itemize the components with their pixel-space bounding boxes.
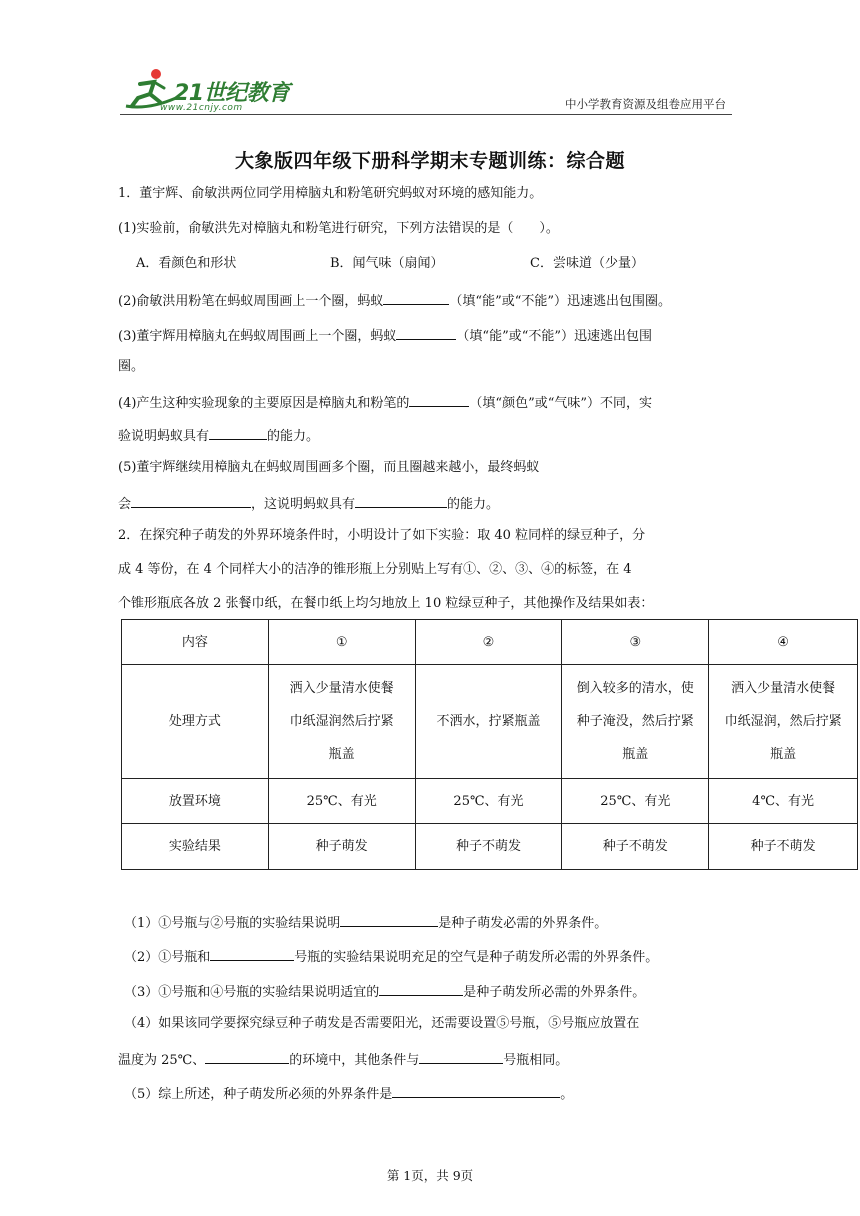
- q1-part3-hint: （填“能”或“不能”）迅速逃出包围: [456, 329, 653, 344]
- q1-part5-text4: 的能力。: [447, 497, 500, 512]
- q2-sub5: [124, 1083, 573, 1104]
- q1-part4: [118, 392, 652, 413]
- table-cell: 25℃、有光: [562, 779, 709, 824]
- q2-sub5-text2: 。: [560, 1087, 574, 1102]
- q2-sub4-text2: 温度为 25℃、: [118, 1053, 206, 1068]
- answer-blank[interactable]: [379, 981, 463, 996]
- cell-line: 瓶盖: [770, 747, 797, 762]
- q2-sub1-text: （1）①号瓶与②号瓶的实验结果说明: [124, 916, 341, 931]
- table-row-label: 实验结果: [122, 824, 269, 870]
- answer-blank[interactable]: [340, 912, 438, 927]
- table-cell: 4℃、有光: [709, 779, 858, 824]
- answer-blank[interactable]: [131, 493, 251, 508]
- cell-line: 洒入少量清水使餐: [731, 681, 836, 696]
- cell-line: 巾纸湿润，然后拧紧: [724, 714, 842, 729]
- answer-blank[interactable]: [355, 493, 447, 508]
- q1-part5-text2: 会: [118, 497, 132, 512]
- table-cell: [562, 665, 709, 779]
- q2-sub3-text: （3）①号瓶和④号瓶的实验结果说明适宜的: [124, 985, 380, 1000]
- answer-blank[interactable]: [209, 425, 267, 440]
- table-cell: 25℃、有光: [268, 779, 415, 824]
- q2-sub5-text: （5）综上所述，种子萌发所必须的外界条件是: [124, 1087, 393, 1102]
- q1-option-b: B．闻气味（扇闻）: [330, 256, 444, 271]
- q1-part5-text3: ，这说明蚂蚁具有: [251, 497, 356, 512]
- cell-line: 洒入少量清水使餐: [289, 681, 394, 696]
- q1-part2-text: (2)俞敏洪用粉笔在蚂蚁周围画上一个圈，蚂蚁: [118, 294, 384, 309]
- table-cell: [709, 665, 858, 779]
- q2-sub4-text3: 的环境中，其他条件与: [289, 1053, 420, 1068]
- table-row: [122, 824, 858, 870]
- table-header-cell: ④: [709, 620, 858, 665]
- table-header-cell: ②: [415, 620, 562, 665]
- q1-part5-cont: [118, 493, 499, 514]
- q2-sub4: （4）如果该同学要探究绿豆种子萌发是否需要阳光，还需要设置⑤号瓶，⑤号瓶应放置在: [124, 1016, 640, 1031]
- table-cell: 种子不萌发: [562, 824, 709, 870]
- q1-part4-text: (4)产生这种实验现象的主要原因是樟脑丸和粉笔的: [118, 396, 410, 411]
- logo: [120, 66, 300, 116]
- q2-sub3-text2: 是种子萌发所必需的外界条件。: [463, 985, 646, 1000]
- q2-sub2: [124, 946, 658, 967]
- q2-stem-line1: 2．在探究种子萌发的外界环境条件时，小明设计了如下实验：取 40 粒同样的绿豆种子，分: [118, 528, 646, 543]
- cell-line: 瓶盖: [328, 747, 355, 762]
- experiment-table: [121, 619, 858, 870]
- cell-line: 不洒水，拧紧瓶盖: [436, 714, 541, 729]
- table-cell: 种子萌发: [268, 824, 415, 870]
- cell-line: 倒入较多的清水，使: [576, 681, 694, 696]
- answer-blank[interactable]: [210, 946, 294, 961]
- q1-part2-hint: （填“能”或“不能”）迅速逃出包围圈。: [449, 294, 672, 309]
- table-row: [122, 665, 858, 779]
- q1-stem: 1．董宇辉、俞敏洪两位同学用樟脑丸和粉笔研究蚂蚁对环境的感知能力。: [118, 186, 543, 201]
- q1-part4-hint: （填“颜色”或“气味”）不同，实: [469, 396, 653, 411]
- table-header-row: [122, 620, 858, 665]
- q2-sub3: [124, 981, 645, 1002]
- platform-slogan: 中小学教育资源及组卷应用平台: [565, 97, 726, 111]
- table-row: [122, 779, 858, 824]
- answer-blank[interactable]: [205, 1049, 289, 1064]
- table-cell: 种子不萌发: [415, 824, 562, 870]
- page-header: [120, 66, 732, 118]
- cell-line: 瓶盖: [622, 747, 649, 762]
- q2-stem-line2: 成 4 等份，在 4 个同样大小的洁净的锥形瓶上分别贴上写有①、②、③、④的标签，在 4: [118, 562, 632, 577]
- answer-blank[interactable]: [392, 1083, 560, 1098]
- q1-part3: [118, 325, 652, 346]
- q1-option-a: A．看颜色和形状: [136, 256, 237, 271]
- cell-line: 巾纸湿润然后拧紧: [289, 714, 394, 729]
- logo-url: www.21cnjy.com: [160, 103, 243, 113]
- table-row-label: 放置环境: [122, 779, 269, 824]
- q1-part5: (5)董宇辉继续用樟脑丸在蚂蚁周围画多个圈，而且圈越来越小，最终蚂蚁: [118, 460, 540, 475]
- header-divider: [120, 114, 732, 115]
- q1-part4-text3: 的能力。: [267, 429, 320, 444]
- q2-sub4-cont: [118, 1049, 568, 1070]
- q2-sub1-text2: 是种子萌发必需的外界条件。: [438, 916, 608, 931]
- q2-sub1: [124, 912, 607, 933]
- q1-part2: [118, 290, 671, 311]
- table-cell: [415, 665, 562, 779]
- q1-part3-text: (3)董宇辉用樟脑丸在蚂蚁周围画上一个圈，蚂蚁: [118, 329, 397, 344]
- table-header-cell: 内容: [122, 620, 269, 665]
- q2-sub2-text: （2）①号瓶和: [124, 950, 211, 965]
- page-number: 第 1页，共 9页: [386, 1168, 474, 1183]
- answer-blank[interactable]: [383, 290, 449, 305]
- answer-blank[interactable]: [419, 1049, 503, 1064]
- q2-sub4-text4: 号瓶相同。: [503, 1053, 569, 1068]
- answer-blank[interactable]: [396, 325, 456, 340]
- q1-part3-cont: 圈。: [118, 359, 145, 374]
- logo-text: 21世纪教育: [174, 81, 290, 106]
- cell-line: 种子淹没，然后拧紧: [576, 714, 694, 729]
- q1-part1: (1)实验前，俞敏洪先对樟脑丸和粉笔进行研究，下列方法错误的是（ ）。: [118, 221, 559, 236]
- q2-stem-line3: 个锥形瓶底各放 2 张餐巾纸，在餐巾纸上均匀地放上 10 粒绿豆种子，其他操作及结果如表：: [118, 596, 654, 611]
- answer-blank[interactable]: [409, 392, 469, 407]
- q1-part4-cont: [118, 425, 319, 446]
- table-header-cell: ③: [562, 620, 709, 665]
- table-cell: [268, 665, 415, 779]
- table-row-label: 处理方式: [122, 665, 269, 779]
- table-cell: 25℃、有光: [415, 779, 562, 824]
- q1-option-c: C．尝味道（少量）: [530, 256, 644, 271]
- q2-sub2-text2: 号瓶的实验结果说明充足的空气是种子萌发所必需的外界条件。: [294, 950, 659, 965]
- q1-part4-text2: 验说明蚂蚁具有: [118, 429, 210, 444]
- page-title: 大象版四年级下册科学期末专题训练：综合题: [234, 150, 625, 172]
- table-cell: 种子不萌发: [709, 824, 858, 870]
- table-header-cell: ①: [268, 620, 415, 665]
